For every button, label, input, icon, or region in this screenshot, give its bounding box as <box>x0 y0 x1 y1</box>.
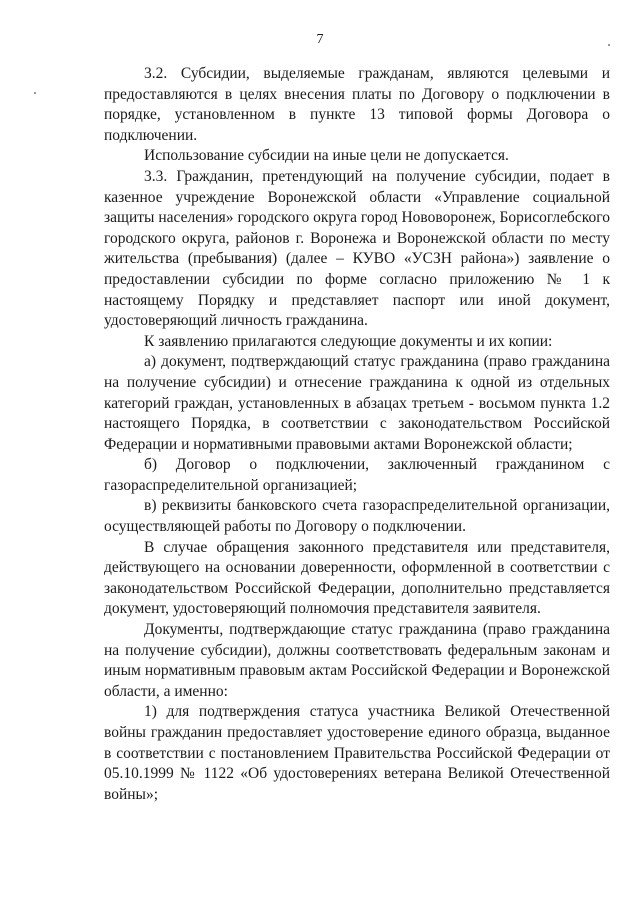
paragraph-3-2: 3.2. Субсидии, выделяемые гражданам, являются целевыми и предоставляются в целях внесения платы по Договору о подключении в порядке, установленном в пункте 13 типовой формы Договора о подключении. <box>104 65 610 144</box>
paragraph-3-3: 3.3. Гражданин, претендующий на получение субсидии, подает в казенное учреждение Воронежской области «Управление социальной защиты населения» городского округа город Нововоронеж, Борисоглебского городского округа, районов г. Воронежа и Воронежской области по месту жительства (пребывания) (далее – КУВО «УСЗН района») заявление о предоставлении субсидии по форме согласно приложению № 1 к настоящему Порядку и представляет паспорт или иной документ, удостоверяющий личность гражданина. <box>104 167 610 330</box>
list-item-1: 1) для подтверждения статуса участника Великой Отечественной войны гражданин предоставляет удостоверение единого образца, выданное в соответствии с постановлением Правительства Российской Федерации от 05.10.1999 № 1122 «Об удостоверениях ветерана Великой Отечественной войны»; <box>104 703 610 803</box>
paragraph-representative: В случае обращения законного представителя или представителя, действующего на основании доверенности, оформленной в соответствии с законодательством Российской Федерации, дополнительно представляется документ, удостоверяющий полномочия представителя заявителя. <box>104 538 610 618</box>
scan-speck <box>34 92 36 94</box>
document-body <box>104 64 610 805</box>
paragraph-status-documents: Документы, подтверждающие статус гражданина (право гражданина на получение субсидии), должны соответствовать федеральным законам и иным нормативным правовым актам Российской Федерации и Воронежской области, а именно: <box>104 621 610 700</box>
list-item-b: б) Договор о подключении, заключенный гражданином с газораспределительной организацией; <box>104 456 610 494</box>
list-item-v: в) реквизиты банковского счета газораспределительной организации, осуществляющей работы по Договору о подключении. <box>104 497 610 536</box>
paragraph-attachments-intro: К заявлению прилагаются следующие документы и их копии: <box>144 332 553 350</box>
page-number: 7 <box>316 32 324 47</box>
paragraph-subsidy-use: Использование субсидии на иные цели не допускается. <box>144 147 509 165</box>
scan-speck <box>608 44 610 46</box>
list-item-a: а) документ, подтверждающий статус гражданина (право гражданина на получение субсидии) и отнесение гражданина к одной из отдельных категорий граждан, установленных в абзацах третьем - восьмом пункта 1.2 настоящего Порядка, в соответствии с законодательством Российской Федерации и нормативными правовыми актами Воронежской области; <box>104 353 610 453</box>
